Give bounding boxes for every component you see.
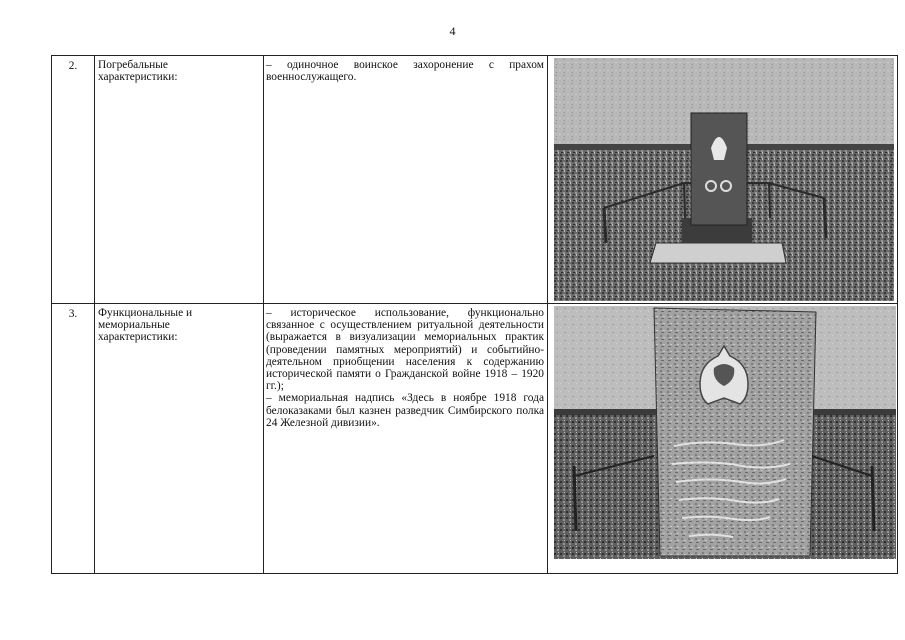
row-title-line: Функциональные и: [98, 307, 193, 319]
description-paragraph: – мемориальная надпись «Здесь в ноябре 1918 года белоказаками был казнен разведчик Симбирского полка 24 Железной дивизии».: [266, 392, 544, 429]
row-title: [95, 56, 264, 304]
row-title-line: характеристики:: [98, 331, 178, 344]
monument-table: [51, 55, 898, 574]
description-paragraph: – одиночное воинское захоронение с прахом военнослужащего.: [266, 59, 544, 84]
row-title-line: Погребальные: [98, 59, 168, 71]
photo-cell: [548, 56, 898, 304]
grave-photo: [554, 58, 894, 301]
table-row: [52, 304, 898, 574]
table-row: [52, 56, 898, 304]
photo-cell: [548, 304, 898, 574]
row-title-line: характеристики:: [98, 71, 178, 84]
row-title: [95, 304, 264, 574]
row-number: 3.: [52, 304, 95, 574]
memorial-photo-image: [554, 306, 896, 559]
row-number: 2.: [52, 56, 95, 304]
description-paragraph: – историческое использование, функционально связанное с осуществлением ритуальной деятельности (выражается в визуализации мемориальных практик (проведении памятных мероприятий) и событийно-деятельном приобщении населения к содержанию исторической памяти о Гражданской войне 1918 – 1920 гг.);: [266, 307, 544, 393]
row-title-line: мемориальные: [98, 319, 170, 332]
page-number: 4: [449, 24, 456, 38]
grave-photo-image: [554, 58, 894, 301]
row-description: [264, 56, 548, 304]
row-description: [264, 304, 548, 574]
memorial-photo: [554, 306, 896, 559]
